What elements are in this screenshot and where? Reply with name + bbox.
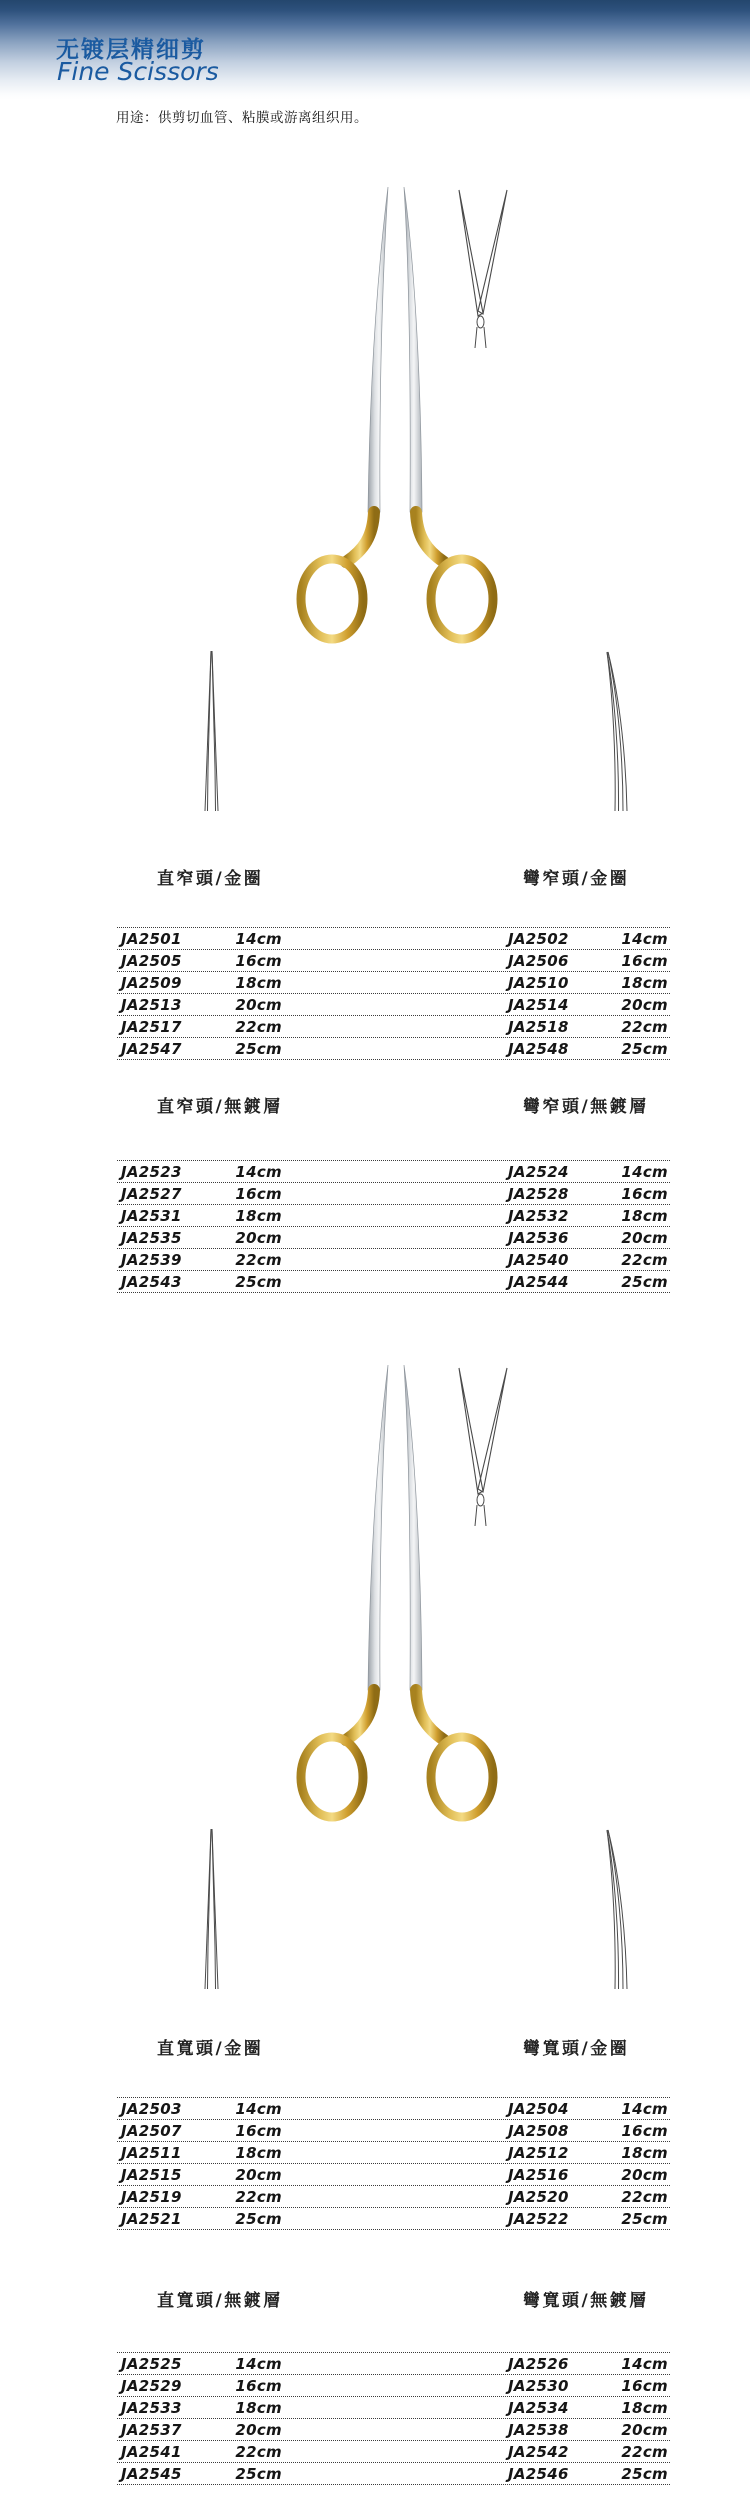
product-size: 20cm [235,2165,282,2184]
product-code: JA2505 [121,951,182,970]
product-size: 16cm [621,2376,668,2395]
table-row [117,2374,670,2396]
section-title-curved-narrow-goldring: 彎窄頭/金圈 [523,869,630,889]
product-table-4 [117,2352,670,2485]
table-row [117,2440,670,2462]
product-code: JA2512 [508,2143,569,2162]
table-row [117,2396,670,2418]
product-size: 20cm [235,1228,282,1247]
product-code: JA2521 [121,2209,182,2228]
product-size: 25cm [235,1272,282,1291]
product-size: 22cm [621,1250,668,1269]
product-size: 14cm [235,929,282,948]
table-row [117,2418,670,2440]
table-row [117,927,670,949]
product-code: JA2506 [508,951,569,970]
product-code: JA2511 [121,2143,182,2162]
product-size: 25cm [621,1039,668,1058]
product-size: 22cm [235,1017,282,1036]
usage-note: 用途：供剪切血管、粘膜或游离组织用。 [116,110,368,125]
product-code: JA2546 [508,2464,569,2483]
product-table-1 [117,927,670,1060]
product-table-2 [117,1160,670,1293]
product-code: JA2503 [121,2099,182,2118]
product-size: 14cm [235,1162,282,1181]
product-size: 16cm [235,2121,282,2140]
product-code: JA2535 [121,1228,182,1247]
product-code: JA2540 [508,1250,569,1269]
product-size: 25cm [621,2209,668,2228]
product-code: JA2538 [508,2420,569,2439]
straight-tip-inset-1 [192,648,232,816]
table-row [117,2119,670,2141]
product-size: 22cm [621,1017,668,1036]
product-size: 18cm [621,1206,668,1225]
table-row [117,2207,670,2229]
product-code: JA2510 [508,973,569,992]
product-code: JA2517 [121,1017,182,1036]
product-size: 22cm [621,2442,668,2461]
product-size: 25cm [235,2464,282,2483]
product-size: 20cm [235,995,282,1014]
product-table-3 [117,2097,670,2230]
table-row [117,2163,670,2185]
product-size: 25cm [235,2209,282,2228]
product-code: JA2520 [508,2187,569,2206]
table-row [117,993,670,1015]
product-size: 18cm [235,973,282,992]
product-code: JA2504 [508,2099,569,2118]
product-code: JA2542 [508,2442,569,2461]
product-size: 25cm [235,1039,282,1058]
product-size: 18cm [235,2398,282,2417]
section-title-straight-narrow-uncoated: 直窄頭/無鍍層 [157,1097,283,1117]
open-tips-inset-2 [450,1364,516,1529]
product-size: 22cm [235,2187,282,2206]
product-size: 14cm [621,929,668,948]
product-code: JA2530 [508,2376,569,2395]
product-code: JA2502 [508,929,569,948]
curved-tip-inset-2 [597,1826,637,1994]
table-row [117,2097,670,2119]
product-code: JA2529 [121,2376,182,2395]
product-size: 20cm [621,2420,668,2439]
table-row [117,1248,670,1270]
product-size: 22cm [235,1250,282,1269]
product-size: 18cm [621,2398,668,2417]
product-code: JA2507 [121,2121,182,2140]
product-code: JA2508 [508,2121,569,2140]
product-code: JA2539 [121,1250,182,1269]
straight-tip-inset-2 [192,1826,232,1994]
product-code: JA2544 [508,1272,569,1291]
table-row [117,2352,670,2374]
product-code: JA2513 [121,995,182,1014]
product-code: JA2501 [121,929,182,948]
section-title-curved-narrow-uncoated: 彎窄頭/無鍍層 [523,1097,649,1117]
product-code: JA2537 [121,2420,182,2439]
section-title-straight-wide-goldring: 直寬頭/金圈 [157,2039,264,2059]
page-title-english: Fine Scissors [57,57,219,86]
table-row [117,1015,670,1037]
product-code: JA2545 [121,2464,182,2483]
product-code: JA2525 [121,2354,182,2373]
table-row [117,1270,670,1292]
product-size: 14cm [235,2099,282,2118]
product-code: JA2547 [121,1039,182,1058]
table-row [117,971,670,993]
table-row [117,1160,670,1182]
product-code: JA2548 [508,1039,569,1058]
product-code: JA2527 [121,1184,182,1203]
product-size: 20cm [621,1228,668,1247]
table-row [117,2462,670,2484]
table-row [117,1037,670,1059]
product-size: 14cm [621,2354,668,2373]
product-size: 22cm [235,2442,282,2461]
product-size: 16cm [621,951,668,970]
product-code: JA2516 [508,2165,569,2184]
product-code: JA2524 [508,1162,569,1181]
product-size: 14cm [621,2099,668,2118]
product-code: JA2541 [121,2442,182,2461]
section-title-straight-wide-uncoated: 直寬頭/無鍍層 [157,2291,283,2311]
product-code: JA2543 [121,1272,182,1291]
product-size: 20cm [235,2420,282,2439]
product-size: 16cm [621,2121,668,2140]
product-code: JA2531 [121,1206,182,1225]
product-size: 16cm [235,2376,282,2395]
product-code: JA2518 [508,1017,569,1036]
product-size: 16cm [235,951,282,970]
table-row [117,1226,670,1248]
product-code: JA2514 [508,995,569,1014]
table-row [117,2141,670,2163]
product-code: JA2515 [121,2165,182,2184]
product-code: JA2526 [508,2354,569,2373]
section-title-curved-wide-uncoated: 彎寬頭/無鍍層 [523,2291,649,2311]
product-code: JA2536 [508,1228,569,1247]
product-size: 18cm [621,973,668,992]
product-size: 16cm [235,1184,282,1203]
product-size: 25cm [621,2464,668,2483]
product-code: JA2519 [121,2187,182,2206]
product-size: 18cm [235,2143,282,2162]
product-size: 22cm [621,2187,668,2206]
product-size: 20cm [621,995,668,1014]
open-tips-inset-1 [450,186,516,351]
curved-tip-inset-1 [597,648,637,816]
product-size: 18cm [621,2143,668,2162]
product-code: JA2523 [121,1162,182,1181]
table-row [117,1182,670,1204]
product-size: 20cm [621,2165,668,2184]
product-code: JA2533 [121,2398,182,2417]
table-row [117,2185,670,2207]
product-size: 16cm [621,1184,668,1203]
product-code: JA2532 [508,1206,569,1225]
section-title-straight-narrow-goldring: 直窄頭/金圈 [157,869,264,889]
product-size: 14cm [235,2354,282,2373]
product-code: JA2528 [508,1184,569,1203]
product-code: JA2509 [121,973,182,992]
product-code: JA2534 [508,2398,569,2417]
product-size: 25cm [621,1272,668,1291]
product-size: 18cm [235,1206,282,1225]
page-title-chinese: 无镀层精细剪 [56,36,206,62]
section-title-curved-wide-goldring: 彎寬頭/金圈 [523,2039,630,2059]
table-row [117,1204,670,1226]
product-size: 14cm [621,1162,668,1181]
product-code: JA2522 [508,2209,569,2228]
table-row [117,949,670,971]
